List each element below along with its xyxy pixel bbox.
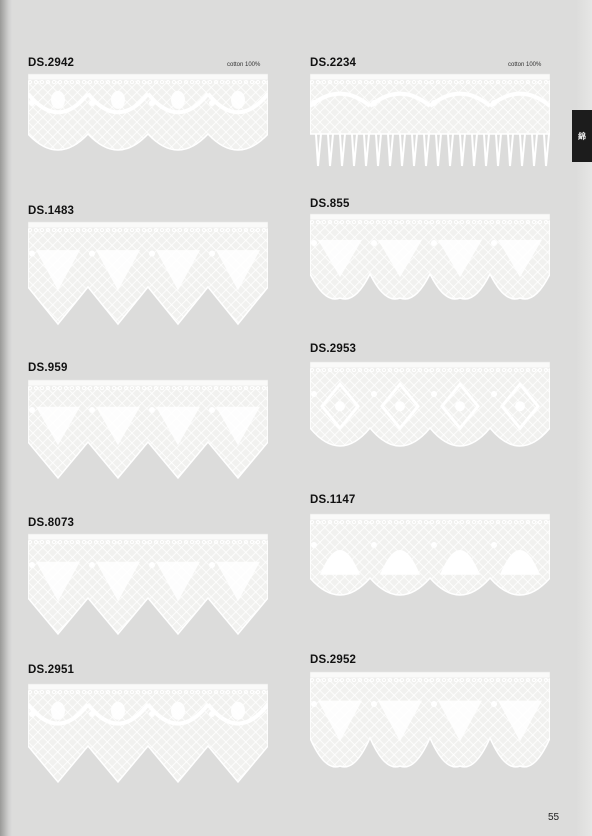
sample-code: DS.2953 [310,343,357,355]
sample-code: DS.855 [310,198,350,210]
lace-sample-image [28,220,268,328]
sample-code: DS.2952 [310,654,357,666]
lace-sample-image [310,72,550,172]
lace-sample-image [28,72,268,172]
sample-code: DS.2942 [28,57,75,69]
lace-sample-image [310,360,550,470]
sample-code: DS.8073 [28,517,75,529]
page-number: 55 [548,812,560,823]
sample-code: DS.959 [28,362,68,374]
page-gutter-shadow [0,0,12,836]
lace-sample-image [310,512,550,618]
side-index-tab[interactable]: 綿 [572,110,592,162]
sample-code: DS.1147 [310,494,356,506]
sample-code: DS.1483 [28,205,75,217]
lace-sample-image [28,378,268,482]
lace-sample-image [28,682,268,786]
sample-code: DS.2234 [310,57,357,69]
material-label: cotton 100% [508,62,542,68]
lace-sample-image [310,212,550,312]
material-label: cotton 100% [227,62,261,68]
sample-code: DS.2951 [28,664,75,676]
lace-sample-image [28,532,268,638]
lace-sample-image [310,670,550,780]
